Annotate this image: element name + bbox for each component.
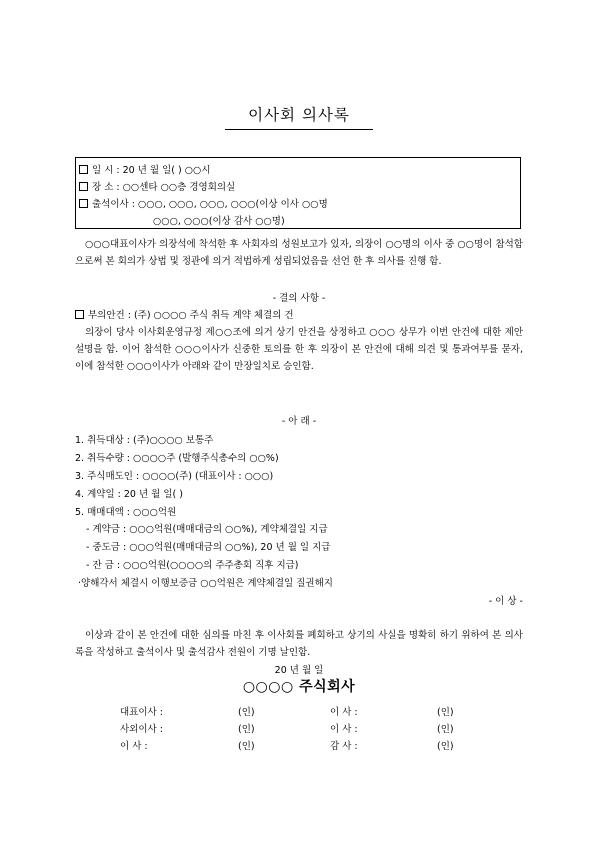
seal-mark: (인) — [437, 723, 454, 735]
checkbox-icon — [79, 182, 88, 191]
agenda-title: 부의안건 : (주) ○○○○ 주식 취득 계약 체결의 건 — [88, 310, 294, 321]
meeting-attendees-line — [79, 196, 328, 210]
below-header: - 아 래 - — [281, 416, 317, 427]
payment-item: - 중도금 : ○○○억원(매매대금의 ○○%), 20 년 월 일 지급 — [86, 542, 331, 553]
payment-item: - 계약금 : ○○○억원(매매대금의 ○○%), 계약체결일 지급 — [86, 524, 328, 535]
meeting-place-line — [79, 179, 235, 193]
meeting-place: 장 소 : ○○센타 ○○층 경영회의실 — [92, 182, 236, 193]
seal-mark: (인) — [238, 723, 255, 735]
meeting-attendees-auditors: ○○○, ○○○(이상 감사 ○○명) — [153, 216, 285, 227]
signature-row — [120, 736, 454, 753]
seal-mark: (인) — [238, 740, 255, 752]
closing-paragraph: 이상과 같이 본 안건에 대한 심의를 마친 후 이사회를 폐회하고 상기의 사실을 명확히 하기 위하여 본 의사록을 작성하고 출석이사 및 출석감사 전원이 기명 날인함. — [75, 630, 523, 658]
list-item: 2. 취득수량 : ○○○○주 (발행주식총수의 ○○%) — [75, 453, 279, 464]
signature-row — [120, 719, 454, 736]
signature-table — [120, 702, 454, 753]
meeting-date-line — [79, 162, 211, 176]
agenda-line — [75, 307, 294, 321]
list-item: 5. 매매대액 : ○○○억원 — [75, 507, 177, 518]
payment-item: - 잔 금 : ○○○억원(○○○○의 주주총회 직후 지급) — [86, 560, 299, 571]
signer-role: 이 사 : — [330, 723, 358, 735]
list-item: 3. 주식매도인 : ○○○○(주) (대표이사 : ○○○) — [75, 471, 274, 482]
resolution-header: - 결의 사항 - — [272, 293, 326, 304]
company-name: ○○○○ 주식회사 — [242, 679, 356, 695]
signature-row — [120, 702, 454, 719]
checkbox-icon — [79, 199, 88, 208]
agenda-body: 의장이 당사 이사회운영규정 제○○조에 의거 상기 안건을 상정하고 ○○○ 상무가 이번 안건에 대한 제안설명을 함. 이어 참석한 ○○○이사가 신중한 토의를 한 후 의장이 본 안건에 대해 의견 및 통과여부를 묻자, 이에 참석한 ○○○이사가 아래와 같이 만장일치로 승인함. — [75, 327, 523, 372]
meeting-date: 일 시 : 20 년 월 일( ) ○○시 — [92, 165, 211, 176]
page-title: 이사회 의사록 — [225, 103, 373, 130]
checkbox-icon — [75, 310, 84, 319]
end-mark: - 이 상 - — [488, 596, 523, 607]
signer-role: 대표이사 : — [120, 706, 163, 718]
meeting-info-box — [75, 157, 521, 229]
meeting-attendees-directors: 출석이사 : ○○○, ○○○, ○○○, ○○○(이상 이사 ○○명 — [92, 199, 328, 210]
note-line: ·양해각서 체결시 이행보증금 ○○억원은 계약체결일 질권해지 — [78, 578, 333, 589]
signature-date: 20 년 월 일 — [274, 665, 324, 676]
seal-mark: (인) — [437, 740, 454, 752]
signer-role: 감 사 : — [330, 740, 358, 752]
seal-mark: (인) — [238, 706, 255, 718]
seal-mark: (인) — [437, 706, 454, 718]
intro-paragraph: ○○○대표이사가 의장석에 착석한 후 사회자의 성원보고가 있자, 의장이 ○○명의 이사 중 ○○명이 참석함으로써 본 회의가 상법 및 정관에 의거 적법하게 성립되었음을 선언 한 후 의사를 진행 함. — [75, 239, 523, 267]
signer-role: 이 사 : — [330, 706, 358, 718]
signer-role: 이 사 : — [120, 740, 148, 752]
checkbox-icon — [79, 165, 88, 174]
signer-role: 사외이사 : — [120, 723, 163, 735]
list-item: 1. 취득대상 : (주)○○○○ 보통주 — [75, 435, 214, 446]
list-item: 4. 계약일 : 20 년 월 일( ) — [75, 489, 183, 500]
